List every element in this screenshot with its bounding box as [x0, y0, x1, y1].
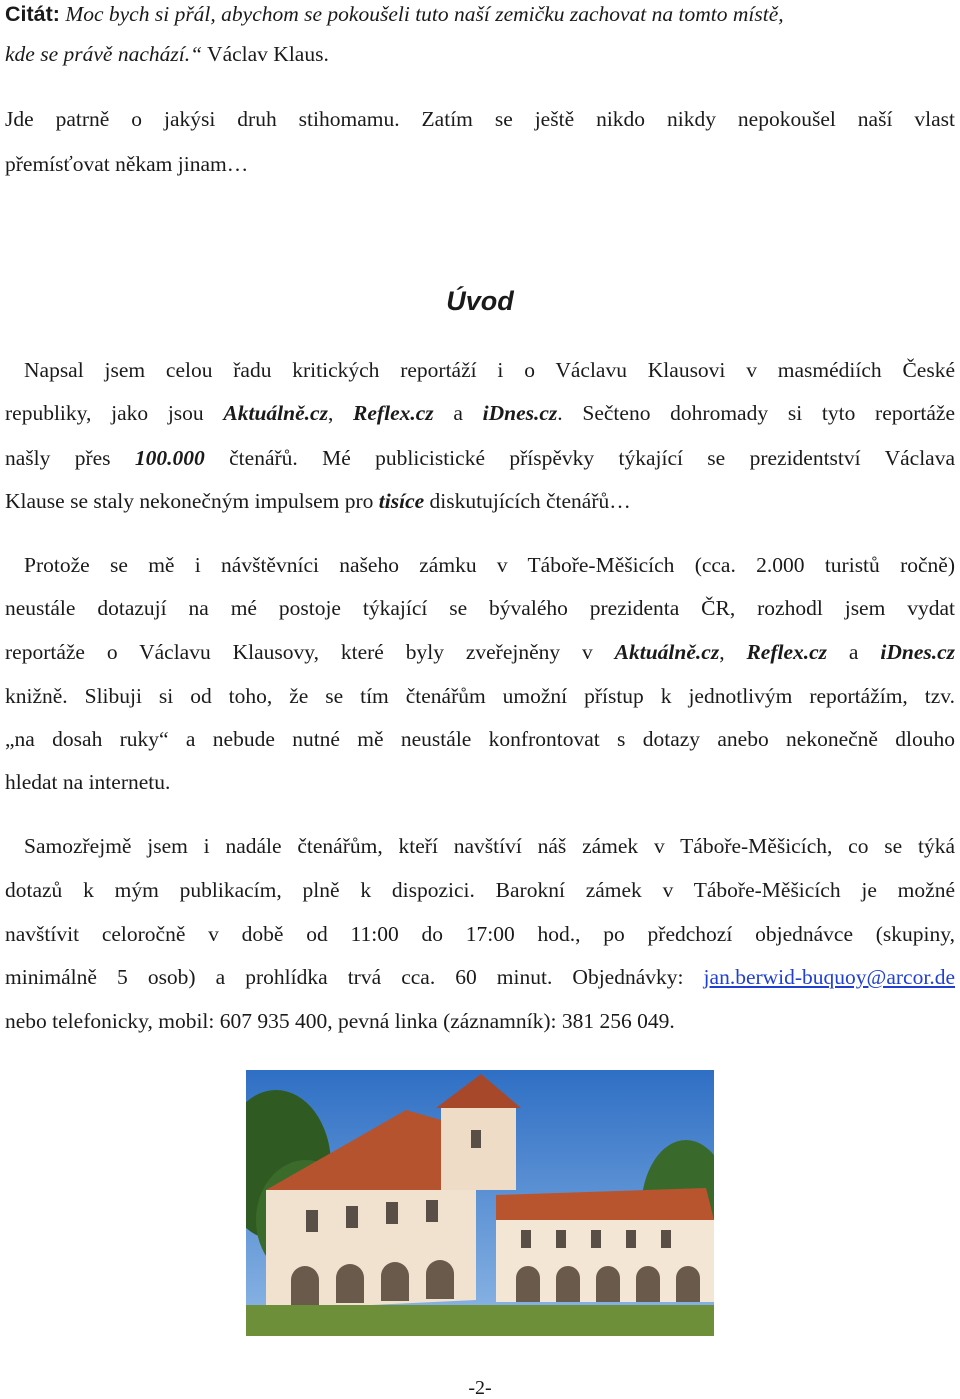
emphasis-tisice: tisíce: [378, 489, 425, 513]
para3-line-3: navštívit celoročně v době od 11:00 do 17:00 hod., po předchozí objednávce (skupiny,: [5, 922, 955, 946]
para1-text: a: [433, 401, 483, 425]
para1-text: Klause se staly nekonečným impulsem pro: [5, 489, 379, 513]
quote-line-1: [5, 0, 955, 28]
media-reflex: Reflex.cz: [353, 401, 434, 425]
para3-line-4: [5, 963, 955, 991]
para1-text: našly přes: [5, 446, 135, 470]
para3-line-2: dotazů k mým publikacím, plně k dispozici. Barokní zámek v Táboře-Měšicích je možné: [5, 878, 955, 902]
quote-author: Václav Klaus.: [207, 42, 329, 66]
para2-line-4: knižně. Slibuji si od toho, že se tím čtenářům umožní přístup k jednotlivým reportážím, tzv.: [5, 684, 955, 708]
intro-line-2: přemísťovat někam jinam…: [5, 152, 249, 176]
para2-line-5: „na dosah ruky“ a nebude nutné mě neustále konfrontovat s dotazy anebo nekonečně dlouho: [5, 727, 955, 751]
para1-line-4: [5, 487, 955, 515]
para3-text: minimálně 5 osob) a prohlídka trvá cca. 60 minut. Objednávky:: [5, 965, 704, 989]
para1-line-1: Napsal jsem celou řadu kritických reportáží i o Václavu Klausovi v masmédiích České: [24, 358, 955, 382]
media-aktualne: Aktuálně.cz: [614, 640, 720, 664]
intro-line-1: Jde patrně o jakýsi druh stihomamu. Zatím se ještě nikdo nikdy nepokoušel naší vlast: [5, 107, 955, 131]
para2-line-1: Protože se mě i návštěvníci našeho zámku v Táboře-Měšicích (cca. 2.000 turistů ročně): [24, 553, 955, 577]
para1-text: republiky, jako jsou: [5, 401, 224, 425]
para1-line-3: [5, 444, 955, 472]
para1-line-2: [5, 399, 955, 427]
para2-line-2: neustále dotazují na mé postoje týkající se bývalého prezidenta ČR, rozhodl jsem vydat: [5, 596, 955, 620]
para2-text: a: [827, 640, 881, 664]
quote-label: Citát:: [5, 2, 60, 26]
quote-line-2: [5, 40, 955, 68]
media-idnes: iDnes.cz: [880, 640, 956, 664]
para1-text: . Sečteno dohromady si tyto reportáže: [557, 401, 956, 425]
para1-text: ,: [327, 401, 354, 425]
quote-text: Moc bych si přál, abychom se pokoušeli tuto naší zemičku zachovat na tomto místě,: [65, 2, 784, 26]
quote-text-end: kde se právě nachází.“: [5, 42, 203, 66]
section-heading: Úvod: [446, 286, 514, 316]
para3-line-5: nebo telefonicky, mobil: 607 935 400, pevná linka (záznamník): 381 256 049.: [5, 1009, 675, 1033]
castle-photo: [246, 1070, 714, 1336]
para3-line-1: Samozřejmě jsem i nadále čtenářům, kteří navštíví náš zámek v Táboře-Měšicích, co se týká: [24, 834, 955, 858]
para1-text: diskutujících čtenářů…: [424, 489, 631, 513]
para1-text: čtenářů. Mé publicistické příspěvky týkající se prezidentství Václava: [204, 446, 956, 470]
page-number: -2-: [468, 1377, 492, 1399]
email-link[interactable]: jan.berwid-buquoy@arcor.de: [703, 965, 955, 989]
media-aktualne: Aktuálně.cz: [223, 401, 328, 425]
para2-text: reportáže o Václavu Klausovy, které byly zveřejněny v: [5, 640, 615, 664]
para2-line-6: hledat na internetu.: [5, 770, 171, 794]
media-reflex: Reflex.cz: [746, 640, 828, 664]
media-idnes: iDnes.cz: [482, 401, 558, 425]
reader-count: 100.000: [134, 446, 205, 470]
para2-text: ,: [719, 640, 747, 664]
para2-line-3: [5, 638, 955, 666]
